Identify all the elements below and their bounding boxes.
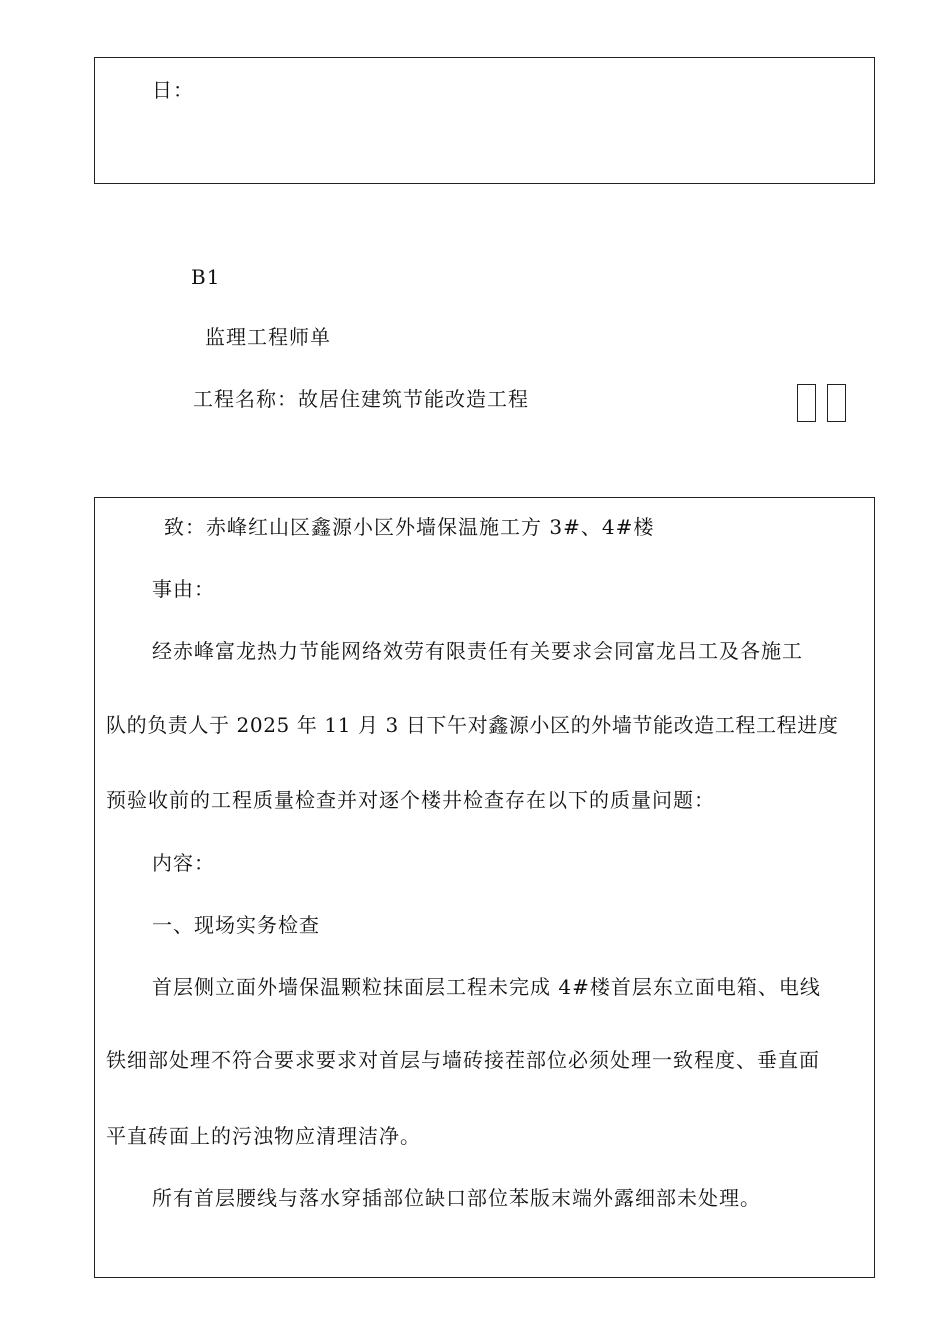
placeholder-glyph-box	[797, 384, 816, 422]
form-title: 监理工程师单	[205, 325, 331, 349]
form-code: B1	[191, 265, 221, 289]
date-label: 日：	[152, 78, 194, 102]
reason-text-line: 队的负责人于 2025 年 11 月 3 日下午对鑫源小区的外墙节能改造工程工程进度	[106, 713, 839, 737]
reason-text-line: 经赤峰富龙热力节能网络效劳有限责任有关要求会同富龙吕工及各施工	[152, 639, 803, 663]
main-form-box	[94, 497, 875, 1278]
recipient-line: 致：赤峰红山区鑫源小区外墙保温施工方 3#、4#楼	[164, 515, 655, 539]
content-label: 内容：	[152, 851, 215, 875]
reason-text-line: 预验收前的工程质量检查并对逐个楼井检查存在以下的质量问题：	[106, 788, 715, 812]
project-name: 工程名称：故居住建筑节能改造工程	[193, 387, 529, 411]
top-form-box	[94, 57, 875, 184]
item-text-line: 首层侧立面外墙保温颗粒抹面层工程未完成 4#楼首层东立面电箱、电线	[152, 975, 821, 999]
item-text-line: 所有首层腰线与落水穿插部位缺口部位苯版末端外露细部未处理。	[152, 1186, 761, 1210]
item-text-line: 铁细部处理不符合要求要求对首层与墙砖接茬部位必须处理一致程度、垂直面	[106, 1048, 820, 1072]
section-heading: 一、现场实务检查	[152, 913, 320, 937]
item-text-line: 平直砖面上的污浊物应清理洁净。	[106, 1124, 421, 1148]
placeholder-glyph-box	[827, 384, 846, 422]
reason-label: 事由：	[152, 577, 215, 601]
